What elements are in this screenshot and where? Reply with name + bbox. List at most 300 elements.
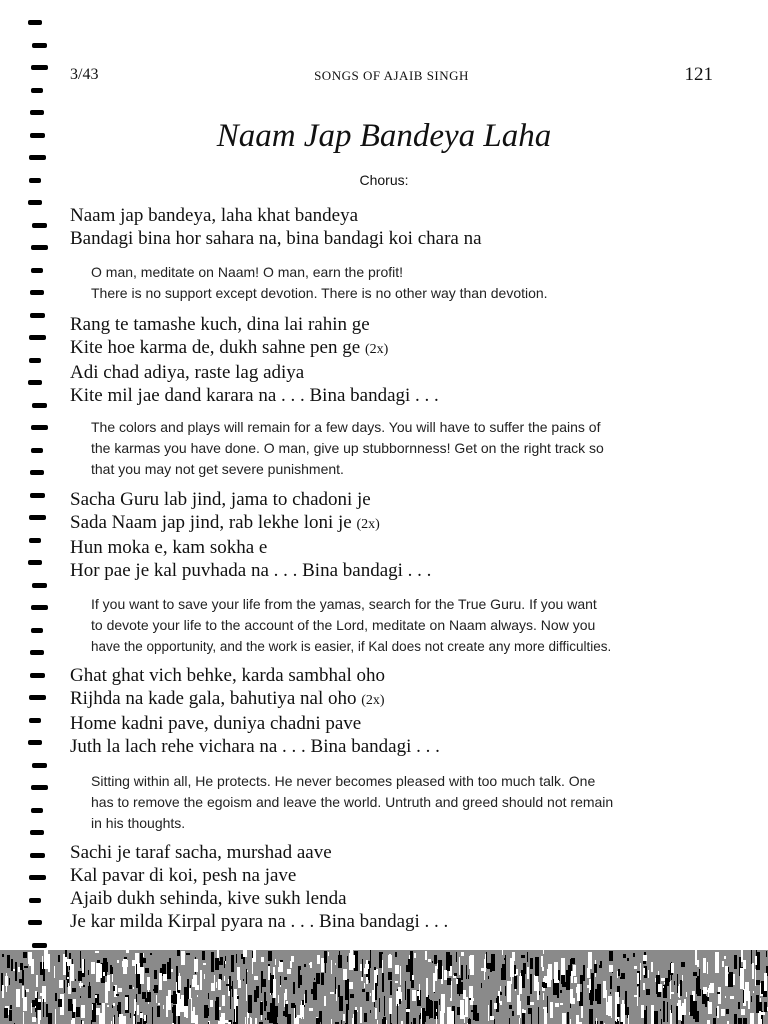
noise-speck [18, 967, 20, 972]
noise-speck [305, 990, 307, 1003]
noise-speck [246, 986, 247, 1001]
noise-speck [142, 992, 146, 999]
noise-speck [709, 985, 712, 993]
noise-speck [651, 962, 653, 972]
noise-speck [290, 961, 292, 968]
noise-speck [54, 966, 55, 978]
noise-speck [278, 967, 280, 972]
noise-speck [366, 992, 369, 1001]
noise-speck [573, 965, 576, 976]
noise-speck [173, 1005, 176, 1024]
noise-speck [414, 953, 416, 958]
noise-speck [432, 961, 433, 963]
noise-speck [663, 1001, 665, 1022]
noise-speck [83, 985, 85, 987]
noise-speck [189, 988, 191, 999]
noise-speck [434, 955, 437, 964]
noise-speck [364, 1013, 367, 1022]
noise-speck [245, 1017, 246, 1024]
noise-speck [246, 969, 247, 984]
verse-line: Ghat ghat vich behke, karda sambhal oho [70, 665, 385, 686]
noise-speck [330, 992, 334, 994]
noise-speck [69, 967, 70, 970]
binding-hole [28, 200, 42, 205]
noise-speck [502, 950, 503, 955]
noise-speck [717, 1006, 719, 1018]
noise-speck [159, 973, 162, 990]
noise-speck [617, 971, 618, 978]
noise-speck [72, 988, 76, 992]
noise-speck [465, 997, 468, 1017]
noise-speck [627, 1015, 628, 1018]
running-title: SONGS OF AJAIB SINGH [314, 68, 469, 83]
binding-hole [31, 785, 48, 790]
binding-hole [32, 943, 48, 948]
noise-speck [567, 1012, 569, 1024]
noise-speck [348, 999, 349, 1010]
noise-speck [343, 969, 347, 980]
noise-speck [660, 1009, 661, 1011]
noise-speck [331, 960, 332, 974]
stanza-2-translation [91, 594, 721, 657]
noise-speck [321, 973, 324, 985]
noise-speck [122, 961, 124, 967]
noise-speck [408, 959, 412, 972]
noise-speck [379, 952, 382, 968]
noise-speck [451, 981, 452, 998]
noise-speck [384, 996, 385, 1016]
noise-speck [695, 1011, 699, 1022]
noise-speck [713, 1018, 716, 1024]
noise-speck [705, 996, 707, 1007]
noise-speck [167, 962, 171, 979]
noise-speck [362, 959, 363, 977]
noise-speck [406, 1009, 410, 1012]
noise-speck [389, 954, 391, 956]
noise-speck [459, 957, 460, 975]
noise-speck [542, 967, 544, 971]
noise-speck [247, 1012, 248, 1024]
noise-speck [390, 981, 392, 995]
noise-speck [370, 1010, 371, 1013]
noise-speck [92, 1004, 93, 1010]
noise-speck [580, 975, 583, 984]
noise-speck [194, 959, 198, 972]
noise-speck [470, 955, 474, 975]
binding-hole [31, 425, 48, 430]
noise-speck [125, 997, 128, 1010]
noise-speck [343, 1014, 345, 1021]
noise-speck [9, 978, 10, 985]
verse-line: Rang te tamashe kuch, dina lai rahin ge [70, 314, 370, 335]
noise-speck [107, 975, 110, 991]
noise-speck [361, 977, 363, 981]
noise-speck [341, 1020, 342, 1024]
noise-speck [671, 963, 674, 973]
noise-speck [494, 1003, 497, 1009]
noise-speck [717, 992, 720, 994]
noise-speck [215, 958, 219, 970]
noise-speck [377, 975, 378, 986]
noise-speck [32, 1017, 36, 1022]
noise-speck [695, 950, 697, 965]
noise-speck [325, 962, 326, 973]
binding-hole [32, 403, 48, 408]
noise-speck [250, 1018, 252, 1024]
noise-speck [490, 1000, 492, 1016]
noise-speck [273, 1009, 277, 1024]
noise-speck [73, 999, 76, 1012]
noise-speck [285, 1004, 288, 1017]
noise-speck [461, 982, 463, 994]
noise-speck [520, 1001, 521, 1018]
verse-line: Sada Naam jap jind, rab lekhe loni je (2x) [70, 512, 380, 533]
noise-speck [278, 995, 279, 1003]
noise-speck [623, 954, 626, 958]
noise-speck [699, 969, 700, 982]
chorus-label: Chorus: [359, 172, 409, 188]
noise-speck [127, 960, 128, 967]
noise-speck [42, 987, 43, 990]
noise-speck [369, 967, 370, 983]
noise-speck [324, 951, 327, 963]
noise-speck [234, 989, 237, 1006]
noise-speck [633, 953, 635, 957]
noise-speck [70, 964, 74, 981]
noise-speck [519, 1018, 520, 1024]
noise-speck [237, 996, 239, 999]
binding-hole [29, 718, 42, 723]
noise-speck [634, 995, 638, 997]
noise-speck [562, 1013, 566, 1024]
noise-speck [603, 981, 606, 998]
noise-speck [734, 1014, 737, 1024]
noise-speck [287, 969, 291, 974]
noise-speck [761, 1012, 765, 1015]
noise-speck [643, 968, 645, 975]
noise-speck [230, 988, 231, 1009]
noise-speck [451, 1011, 454, 1024]
noise-speck [284, 977, 287, 980]
noise-speck [382, 1019, 385, 1024]
translation-line: have the opportunity, and the work is easier, if Kal does not create any more difficulties. [91, 639, 612, 654]
noise-speck [690, 995, 693, 1016]
noise-speck [270, 1003, 273, 1022]
noise-speck [268, 966, 270, 980]
noise-speck [238, 980, 241, 988]
noise-speck [255, 1018, 257, 1024]
binding-hole [30, 830, 44, 835]
noise-speck [35, 991, 37, 998]
noise-speck [521, 955, 525, 958]
noise-speck [725, 966, 728, 986]
noise-speck [113, 1003, 115, 1006]
noise-speck [126, 950, 129, 953]
noise-speck [254, 976, 258, 980]
noise-speck [224, 976, 225, 981]
noise-speck [253, 950, 256, 962]
noise-speck [600, 961, 602, 968]
noise-speck [107, 962, 108, 972]
noise-speck [572, 998, 575, 1004]
noise-speck [99, 1013, 103, 1024]
noise-speck [674, 981, 675, 985]
noise-speck [44, 950, 48, 969]
noise-speck [304, 964, 306, 967]
noise-speck [13, 969, 15, 971]
noise-speck [484, 959, 485, 980]
noise-speck [261, 987, 262, 993]
noise-speck [606, 990, 607, 1006]
noise-speck [114, 1015, 115, 1024]
noise-speck [314, 978, 315, 980]
noise-speck [764, 973, 767, 992]
noise-speck [338, 985, 340, 997]
noise-speck [716, 1008, 717, 1016]
noise-speck [91, 1020, 92, 1024]
noise-speck [576, 987, 580, 993]
noise-speck [388, 955, 392, 968]
noise-speck [147, 992, 151, 1002]
noise-speck [243, 950, 247, 957]
noise-speck [211, 983, 214, 991]
noise-speck [178, 976, 181, 990]
noise-speck [555, 1003, 559, 1007]
noise-speck [321, 958, 324, 972]
noise-speck [582, 984, 583, 995]
noise-speck [177, 993, 180, 1004]
verse-line: Sacha Guru lab jind, jama to chadoni je [70, 489, 371, 510]
noise-speck [365, 964, 369, 969]
noise-speck [309, 963, 310, 965]
scan-noise-band [0, 950, 768, 1024]
noise-speck [68, 983, 69, 986]
noise-speck [328, 952, 329, 956]
noise-speck [66, 962, 67, 980]
noise-speck [168, 990, 171, 1010]
noise-speck [103, 972, 105, 976]
noise-speck [145, 968, 149, 973]
binding-hole [30, 470, 44, 475]
noise-speck [118, 988, 122, 992]
noise-speck [214, 975, 215, 991]
translation-line: There is no support except devotion. There is no other way than devotion. [91, 285, 548, 301]
noise-speck [658, 984, 662, 992]
noise-speck [55, 993, 57, 1001]
noise-speck [38, 1013, 40, 1024]
noise-speck [181, 995, 184, 1012]
noise-speck [677, 974, 678, 993]
noise-speck [321, 1019, 322, 1024]
noise-speck [678, 986, 679, 997]
noise-speck [703, 958, 706, 973]
noise-speck [753, 991, 754, 993]
noise-speck [485, 954, 486, 972]
noise-speck [89, 982, 90, 998]
noise-speck [379, 998, 380, 1012]
stanza-3 [70, 664, 440, 758]
noise-speck [218, 979, 221, 990]
binding-hole [32, 43, 48, 48]
noise-speck [389, 998, 392, 1014]
noise-speck [527, 996, 530, 1005]
binding-hole [31, 65, 48, 70]
noise-speck [303, 1011, 304, 1019]
noise-speck [107, 1005, 109, 1007]
noise-speck [618, 969, 620, 976]
noise-speck [395, 981, 398, 983]
noise-speck [36, 975, 38, 987]
noise-speck [500, 1001, 502, 1005]
noise-speck [570, 1004, 571, 1008]
noise-speck [88, 970, 89, 975]
noise-speck [354, 1010, 357, 1024]
repeat-marker: (2x) [364, 342, 389, 357]
verse-line: Bandagi bina hor sahara na, bina bandagi koi chara na [70, 228, 482, 249]
noise-speck [366, 977, 368, 984]
translation-line: If you want to save your life from the yamas, search for the True Guru. If you want [91, 596, 597, 612]
noise-speck [186, 953, 190, 955]
noise-speck [441, 994, 445, 1013]
verse-line: Kal pavar di koi, pesh na jave [70, 865, 297, 886]
noise-speck [194, 975, 197, 981]
noise-speck [360, 1007, 362, 1023]
noise-speck [589, 1009, 593, 1024]
noise-speck [43, 999, 44, 1017]
noise-speck [260, 1002, 263, 1015]
noise-speck [313, 982, 317, 1000]
binding-hole [28, 20, 42, 25]
noise-speck [176, 982, 177, 994]
noise-speck [436, 1009, 437, 1024]
noise-speck [538, 1007, 539, 1024]
verse-line: Hor pae je kal puvhada na . . . Bina bandagi . . . [70, 560, 432, 581]
stanza-1 [70, 313, 439, 407]
noise-speck [471, 998, 474, 1001]
noise-speck [374, 967, 376, 970]
noise-speck [681, 1006, 682, 1023]
noise-speck [745, 982, 749, 1001]
noise-speck [405, 981, 406, 1000]
noise-speck [461, 965, 463, 980]
binding-hole [29, 335, 46, 340]
noise-speck [530, 1002, 534, 1005]
noise-speck [78, 971, 82, 981]
noise-speck [117, 960, 119, 963]
noise-speck [22, 986, 24, 998]
noise-speck [31, 1003, 32, 1013]
noise-speck [382, 973, 384, 992]
noise-speck [65, 950, 67, 957]
verse-line: Kite mil jae dand karara na . . . Bina bandagi . . . [70, 385, 439, 406]
noise-speck [195, 1015, 198, 1024]
noise-speck [663, 986, 664, 988]
noise-speck [24, 966, 28, 968]
noise-speck [599, 965, 600, 968]
noise-speck [6, 973, 7, 992]
binding-hole [28, 560, 42, 565]
noise-speck [82, 959, 84, 973]
noise-speck [16, 989, 20, 1007]
noise-speck [728, 974, 731, 987]
noise-speck [528, 1008, 532, 1014]
noise-speck [123, 1016, 126, 1024]
noise-speck [386, 1020, 387, 1024]
binding-hole [29, 695, 46, 700]
page-number: 121 [684, 64, 713, 85]
stanza-2 [70, 488, 431, 582]
noise-speck [372, 990, 375, 1002]
noise-speck [110, 965, 112, 969]
noise-speck [608, 996, 612, 1016]
noise-speck [627, 958, 629, 961]
noise-speck [514, 976, 517, 989]
noise-speck [646, 1006, 647, 1012]
noise-speck [715, 952, 719, 973]
noise-speck [249, 1006, 251, 1008]
noise-speck [671, 1005, 672, 1013]
noise-speck [163, 1005, 164, 1009]
noise-speck [721, 1009, 725, 1016]
noise-speck [280, 976, 281, 985]
noise-speck [766, 951, 767, 957]
noise-speck [473, 1005, 477, 1020]
noise-speck [417, 991, 419, 996]
noise-speck [609, 951, 613, 961]
noise-speck [157, 1006, 160, 1017]
translation-line: has to remove the egoism and leave the world. Untruth and greed should not remain [91, 794, 614, 810]
noise-speck [440, 1011, 444, 1024]
verse-line: Home kadni pave, duniya chadni pave [70, 713, 362, 734]
binding-hole [31, 448, 44, 453]
binding-hole [31, 628, 44, 633]
noise-speck [550, 1002, 553, 1018]
translation-line: The colors and plays will remain for a few days. You will have to suffer the pains of [91, 419, 601, 435]
noise-speck [505, 955, 506, 968]
noise-speck [144, 1015, 146, 1021]
noise-speck [129, 985, 132, 989]
noise-speck [566, 970, 570, 990]
noise-speck [454, 973, 457, 976]
noise-speck [468, 975, 469, 979]
noise-speck [75, 979, 76, 981]
noise-speck [136, 994, 137, 1002]
noise-speck [433, 973, 435, 992]
noise-speck [375, 1008, 377, 1019]
noise-speck [670, 981, 671, 999]
noise-speck [335, 977, 336, 994]
noise-speck [58, 999, 62, 1007]
noise-speck [58, 955, 60, 962]
noise-speck [407, 989, 410, 1010]
noise-speck [324, 996, 326, 1006]
noise-speck [301, 1001, 302, 1019]
noise-speck [763, 991, 767, 997]
noise-speck [734, 955, 737, 969]
binding-hole [29, 538, 42, 543]
noise-speck [665, 978, 669, 986]
noise-speck [686, 992, 687, 997]
noise-speck [48, 1013, 52, 1024]
noise-speck [100, 964, 102, 978]
noise-speck [222, 995, 225, 1006]
chorus-verse [70, 204, 482, 250]
noise-speck [296, 1017, 299, 1024]
noise-speck [137, 1005, 139, 1015]
noise-speck [610, 992, 611, 994]
verse-line: Rijhda na kade gala, bahutiya nal oho (2x) [70, 688, 385, 709]
noise-speck [703, 987, 707, 994]
